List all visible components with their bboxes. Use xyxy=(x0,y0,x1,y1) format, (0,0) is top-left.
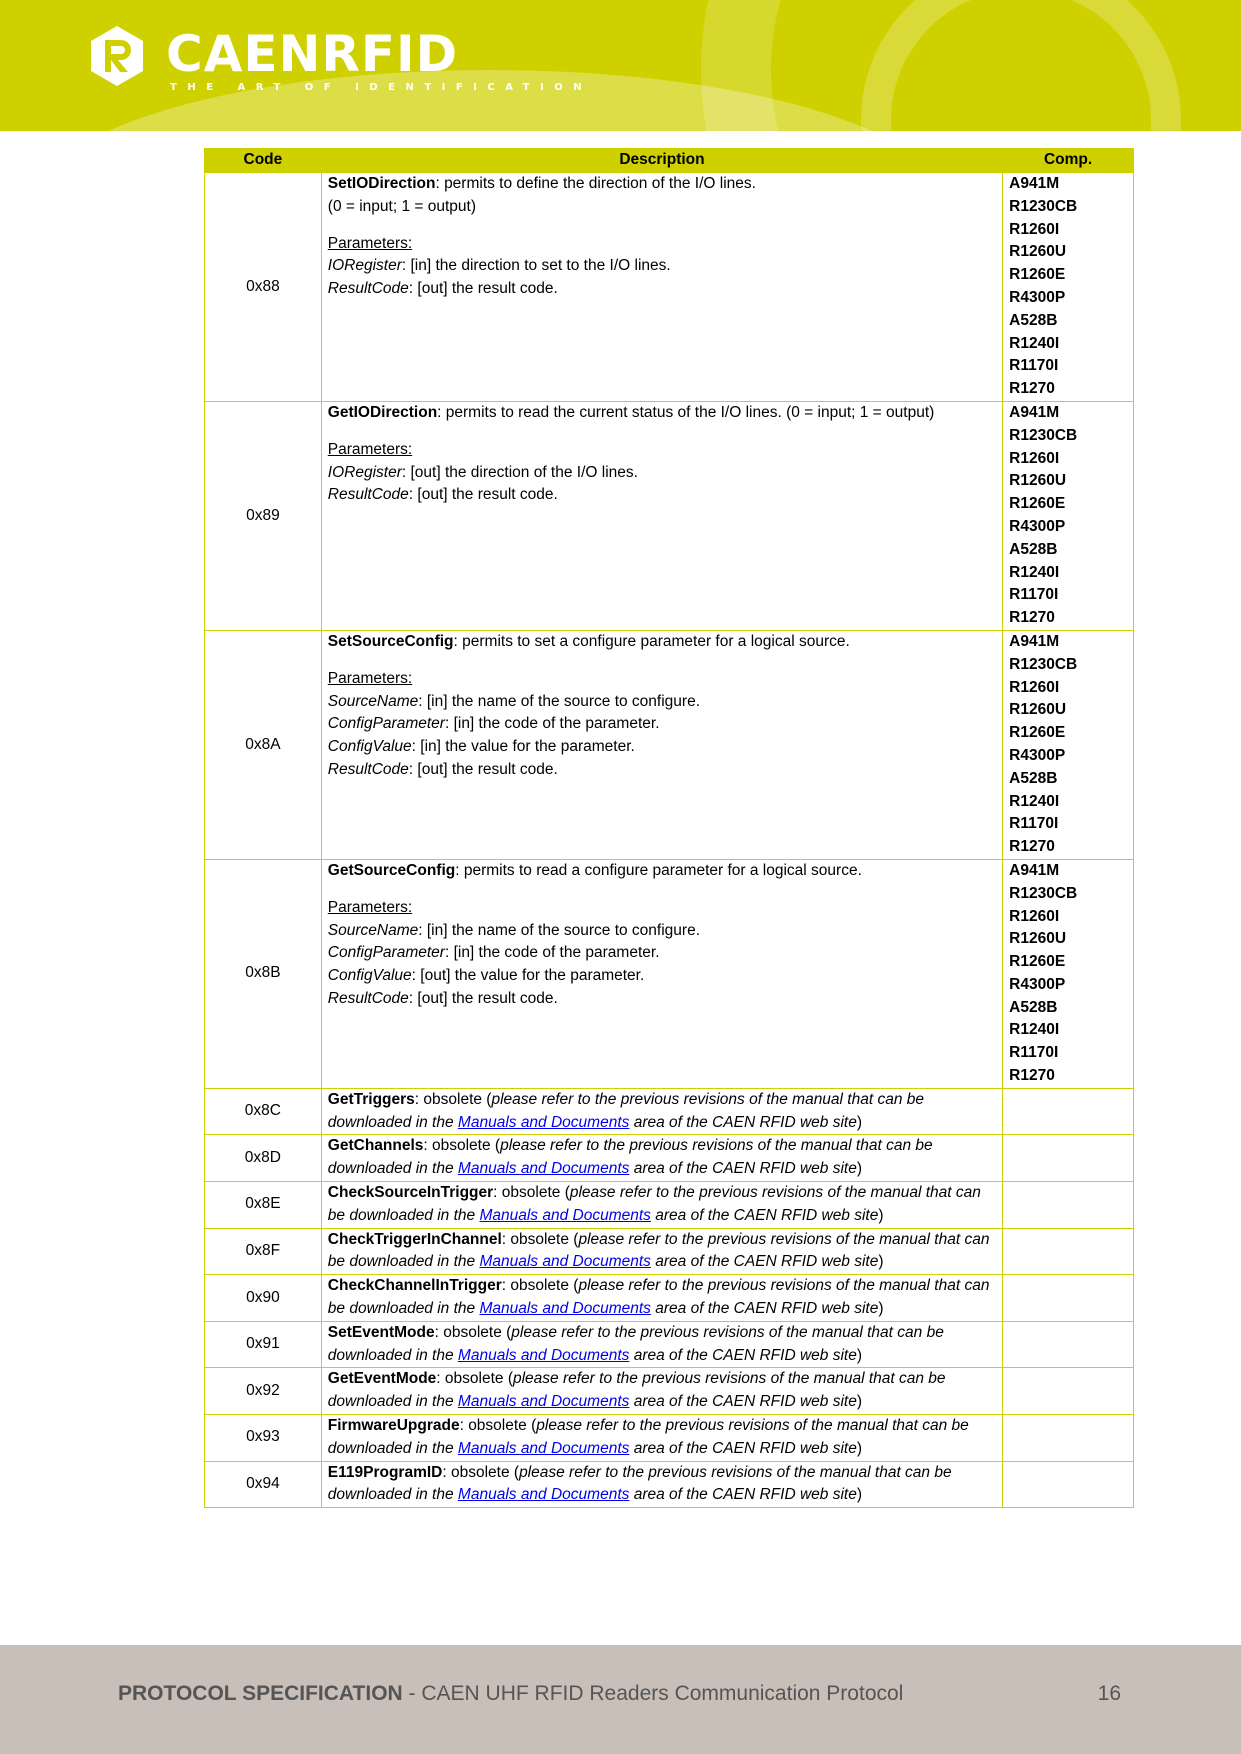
table-row xyxy=(205,859,1134,1088)
compatibility-list xyxy=(1003,1368,1134,1415)
page-number: 16 xyxy=(1097,1682,1121,1705)
command-code: 0x94 xyxy=(205,1461,322,1508)
table-row xyxy=(205,1088,1134,1135)
paragraph-gap xyxy=(328,654,996,668)
compatible-device: R4300P xyxy=(1009,517,1066,535)
table-body xyxy=(205,173,1134,1508)
compatibility-list xyxy=(1003,401,1134,630)
obsolete-note-end: area of the CAEN RFID web site xyxy=(629,1160,857,1178)
parameter-name: ConfigValue xyxy=(327,967,412,985)
command-code: 0x8C xyxy=(205,1088,322,1135)
command-name: SetIODirection xyxy=(327,175,436,192)
description-summary xyxy=(328,173,996,196)
obsolete-suffix: ) xyxy=(878,1300,884,1318)
compatible-device: R1260E xyxy=(1009,266,1066,284)
obsolete-note: please refer to the previous revisions of the manual that can be downloaded in the xyxy=(327,1417,969,1457)
compatibility-list xyxy=(1003,859,1134,1088)
compatibility-list xyxy=(1003,1135,1134,1182)
table-row xyxy=(205,173,1134,402)
command-code: 0x8E xyxy=(205,1182,322,1229)
parameter-line xyxy=(328,462,996,485)
parameter-line xyxy=(328,484,996,507)
parameter-name: SourceName xyxy=(327,692,419,710)
compatible-device: R1260U xyxy=(1009,701,1067,719)
parameter-name: ResultCode xyxy=(327,486,409,504)
logo-hexagon-icon xyxy=(88,24,146,88)
obsolete-suffix: ) xyxy=(856,1346,862,1364)
summary-text-2: (0 = input; 1 = output) xyxy=(327,197,476,215)
command-description xyxy=(321,1228,1002,1275)
obsolete-note: please refer to the previous revisions of the manual that can be downloaded in the xyxy=(327,1370,946,1411)
compatible-device: R4300P xyxy=(1009,975,1066,993)
obsolete-prefix: : obsolete ( xyxy=(459,1417,537,1435)
compatibility-list xyxy=(1003,1321,1134,1368)
table-row xyxy=(205,401,1134,630)
command-code: 0x8B xyxy=(205,859,322,1088)
manuals-link[interactable]: Manuals and Documents xyxy=(479,1206,651,1224)
table-row xyxy=(205,630,1134,859)
footer-title-rest: - CAEN UHF RFID Readers Communication Protocol xyxy=(402,1682,904,1705)
command-name: GetEventMode xyxy=(327,1370,437,1388)
parameter-text: : [in] the code of the parameter. xyxy=(444,944,660,962)
compatible-device: R1230CB xyxy=(1009,884,1078,902)
command-code: 0x88 xyxy=(205,173,322,402)
command-description xyxy=(321,1415,1002,1462)
table-row xyxy=(205,1135,1134,1182)
parameter-name: IORegister xyxy=(327,257,402,275)
compatible-device: R1240I xyxy=(1009,792,1060,810)
command-code: 0x93 xyxy=(205,1415,322,1462)
command-description xyxy=(321,859,1002,1088)
obsolete-prefix: : obsolete ( xyxy=(501,1277,579,1295)
command-code: 0x8A xyxy=(205,630,322,859)
obsolete-note-end: area of the CAEN RFID web site xyxy=(629,1346,857,1364)
caenrfid-logo xyxy=(88,24,593,98)
parameter-line xyxy=(328,942,996,965)
command-code: 0x89 xyxy=(205,401,322,630)
compatibility-list xyxy=(1003,1415,1134,1462)
description-summary xyxy=(328,402,996,425)
parameter-name: ResultCode xyxy=(327,989,409,1007)
compatible-device: R1260U xyxy=(1009,472,1067,490)
parameter-line xyxy=(328,988,996,1011)
command-name: FirmwareUpgrade xyxy=(327,1417,460,1435)
compatible-device: R1240I xyxy=(1009,563,1060,581)
obsolete-prefix: : obsolete ( xyxy=(434,1323,512,1341)
obsolete-note: please refer to the previous revisions of the manual that can be downloaded in the xyxy=(327,1230,990,1271)
obsolete-note: please refer to the previous revisions of the manual that can be downloaded in the xyxy=(327,1277,990,1318)
compatible-device: A528B xyxy=(1009,998,1058,1016)
table-row xyxy=(205,1275,1134,1322)
parameter-text: : [in] the direction to set to the I/O lines. xyxy=(401,257,671,275)
parameter-line xyxy=(328,691,996,714)
parameters-label: Parameters: xyxy=(327,440,413,458)
manuals-link[interactable]: Manuals and Documents xyxy=(457,1160,630,1178)
compatible-device: R1240I xyxy=(1009,1021,1060,1039)
manuals-link[interactable]: Manuals and Documents xyxy=(479,1300,651,1318)
parameters-label: Parameters: xyxy=(327,669,413,687)
compatible-device: R1260E xyxy=(1009,953,1066,971)
header-code: Code xyxy=(205,149,322,173)
parameter-text: : [in] the value for the parameter. xyxy=(411,738,635,756)
command-name: CheckChannelInTrigger xyxy=(327,1277,502,1295)
parameter-line xyxy=(328,965,996,988)
parameter-text: : [out] the result code. xyxy=(408,760,558,778)
compatible-device: R1270 xyxy=(1009,609,1055,627)
compatible-device: A941M xyxy=(1009,632,1060,650)
header-decoration xyxy=(861,0,1181,131)
command-name: E119ProgramID xyxy=(327,1463,443,1481)
obsolete-note: please refer to the previous revisions of the manual that can be downloaded in the xyxy=(327,1137,933,1178)
parameter-line xyxy=(328,278,996,301)
parameter-line xyxy=(328,713,996,736)
obsolete-note: please refer to the previous revisions of the manual that can be downloaded in the xyxy=(327,1463,952,1504)
footer-title-bold: PROTOCOL SPECIFICATION xyxy=(118,1682,403,1705)
command-description xyxy=(321,401,1002,630)
command-code: 0x91 xyxy=(205,1321,322,1368)
manuals-link[interactable]: Manuals and Documents xyxy=(457,1113,630,1131)
obsolete-suffix: ) xyxy=(878,1206,884,1224)
command-description xyxy=(321,630,1002,859)
compatible-device: A941M xyxy=(1009,861,1060,879)
manuals-link[interactable]: Manuals and Documents xyxy=(457,1486,630,1504)
command-table xyxy=(204,148,1134,1508)
parameter-text: : [out] the result code. xyxy=(408,486,558,504)
compatible-device: A941M xyxy=(1009,403,1060,421)
obsolete-note-end: area of the CAEN RFID web site xyxy=(650,1253,879,1271)
compatible-device: R1260E xyxy=(1009,724,1066,742)
header-comp: Comp. xyxy=(1003,149,1134,173)
summary-text: : permits to set a configure parameter for a logical source. xyxy=(453,632,850,650)
compatible-device: R1240I xyxy=(1009,334,1060,352)
command-name: GetChannels xyxy=(327,1137,424,1155)
compatibility-list xyxy=(1003,1088,1134,1135)
compatible-device: R1270 xyxy=(1009,380,1055,398)
compatible-device: R1270 xyxy=(1009,1067,1055,1085)
page-footer xyxy=(0,1645,1241,1754)
obsolete-prefix: : obsolete ( xyxy=(493,1184,570,1202)
parameter-text: : [in] the name of the source to configure. xyxy=(418,692,700,710)
paragraph-gap xyxy=(328,883,996,897)
compatible-device: R4300P xyxy=(1009,746,1066,764)
compatible-device: R1170I xyxy=(1009,815,1059,833)
obsolete-suffix: ) xyxy=(856,1486,862,1504)
table-row xyxy=(205,1182,1134,1229)
command-code: 0x8D xyxy=(205,1135,322,1182)
command-description xyxy=(321,1461,1002,1508)
summary-text: : permits to define the direction of the I/O lines. xyxy=(435,175,756,192)
manuals-link[interactable]: Manuals and Documents xyxy=(457,1393,630,1411)
compatible-device: A528B xyxy=(1009,769,1058,787)
parameter-text: : [in] the name of the source to configure. xyxy=(418,921,700,939)
command-description xyxy=(321,1368,1002,1415)
obsolete-suffix: ) xyxy=(856,1439,862,1457)
parameter-name: IORegister xyxy=(327,463,402,481)
parameter-line xyxy=(328,920,996,943)
command-code: 0x92 xyxy=(205,1368,322,1415)
logo-wordmark: CAENRFID xyxy=(166,25,459,83)
compatible-device: R1270 xyxy=(1009,838,1055,856)
command-name: GetTriggers xyxy=(327,1090,415,1108)
parameter-text: : [out] the result code. xyxy=(408,989,558,1007)
compatible-device: R1170I xyxy=(1009,586,1059,604)
compatible-device: A941M xyxy=(1009,175,1060,192)
command-name: SetSourceConfig xyxy=(327,632,454,650)
obsolete-note-end: area of the CAEN RFID web site xyxy=(629,1113,857,1131)
compatible-device: R1170I xyxy=(1009,357,1059,375)
command-name: CheckSourceInTrigger xyxy=(327,1184,494,1202)
table-row xyxy=(205,1461,1134,1508)
summary-text: : permits to read a configure parameter for a logical source. xyxy=(455,861,862,879)
parameter-line xyxy=(328,759,996,782)
table-row xyxy=(205,1415,1134,1462)
compatibility-list xyxy=(1003,1182,1134,1229)
obsolete-note: please refer to the previous revisions of the manual that can be downloaded in the xyxy=(327,1090,925,1131)
command-description xyxy=(321,173,1002,402)
parameter-text: : [out] the result code. xyxy=(408,280,558,298)
compatible-device: R1260I xyxy=(1009,220,1060,238)
compatibility-list xyxy=(1003,1228,1134,1275)
command-name: GetIODirection xyxy=(327,403,438,421)
compatibility-list xyxy=(1003,630,1134,859)
compatible-device: A528B xyxy=(1009,311,1058,329)
parameter-line xyxy=(328,255,996,278)
parameter-text: : [in] the code of the parameter. xyxy=(444,715,660,733)
command-name: CheckTriggerInChannel xyxy=(327,1230,502,1248)
parameter-text: : [out] the value for the parameter. xyxy=(411,967,645,985)
obsolete-note: please refer to the previous revisions of the manual that can be downloaded in the xyxy=(327,1184,981,1224)
parameters-label: Parameters: xyxy=(327,898,413,916)
obsolete-suffix: ) xyxy=(856,1113,862,1131)
obsolete-note-end: area of the CAEN RFID web site xyxy=(629,1486,857,1504)
parameter-line xyxy=(328,736,996,759)
parameter-name: ResultCode xyxy=(327,760,409,778)
compatibility-list xyxy=(1003,1461,1134,1508)
compatible-device: R1170I xyxy=(1009,1044,1059,1062)
obsolete-note-end: area of the CAEN RFID web site xyxy=(629,1393,857,1411)
compatible-device: R1260U xyxy=(1009,243,1067,261)
command-description xyxy=(321,1275,1002,1322)
manuals-link[interactable]: Manuals and Documents xyxy=(457,1346,630,1364)
table-row xyxy=(205,1368,1134,1415)
compatible-device: R1260I xyxy=(1009,678,1060,696)
compatible-device: R1230CB xyxy=(1009,197,1078,215)
compatible-device: A528B xyxy=(1009,540,1058,558)
command-name: SetEventMode xyxy=(327,1323,435,1341)
compatible-device: R1260I xyxy=(1009,449,1060,467)
obsolete-prefix: : obsolete ( xyxy=(442,1463,520,1481)
command-description xyxy=(321,1182,1002,1229)
paragraph-gap xyxy=(328,219,996,233)
table-row xyxy=(205,1321,1134,1368)
compatibility-list xyxy=(1003,173,1134,402)
command-description xyxy=(321,1321,1002,1368)
table-header-row xyxy=(205,149,1134,173)
obsolete-prefix: : obsolete ( xyxy=(436,1370,513,1388)
obsolete-note-end: area of the CAEN RFID web site xyxy=(629,1439,857,1457)
table-row xyxy=(205,1228,1134,1275)
paragraph-gap xyxy=(328,425,996,439)
compatible-device: R1260U xyxy=(1009,930,1067,948)
compatible-device: R1230CB xyxy=(1009,426,1078,444)
parameter-name: ConfigParameter xyxy=(327,944,445,962)
compatibility-list xyxy=(1003,1275,1134,1322)
obsolete-prefix: : obsolete ( xyxy=(423,1137,501,1155)
obsolete-note-end: area of the CAEN RFID web site xyxy=(650,1300,879,1318)
obsolete-suffix: ) xyxy=(856,1393,862,1411)
description-summary xyxy=(328,631,996,654)
summary-text: : permits to read the current status of the I/O lines. (0 = input; 1 = output) xyxy=(437,403,935,421)
obsolete-prefix: : obsolete ( xyxy=(501,1230,579,1248)
command-description xyxy=(321,1088,1002,1135)
command-code: 0x90 xyxy=(205,1275,322,1322)
parameter-name: ConfigValue xyxy=(327,738,412,756)
compatible-device: R4300P xyxy=(1009,288,1066,306)
obsolete-note: please refer to the previous revisions of the manual that can be downloaded in the xyxy=(327,1323,944,1364)
command-description xyxy=(321,1135,1002,1182)
obsolete-note-end: area of the CAEN RFID web site xyxy=(650,1206,879,1224)
header-description: Description xyxy=(321,149,1002,173)
parameter-name: ConfigParameter xyxy=(327,715,445,733)
parameter-text: : [out] the direction of the I/O lines. xyxy=(401,463,638,481)
compatible-device: R1260I xyxy=(1009,907,1060,925)
compatible-device: R1260E xyxy=(1009,495,1066,513)
obsolete-prefix: : obsolete ( xyxy=(414,1090,492,1108)
logo-tagline: THE ART OF IDENTIFICATION xyxy=(170,82,593,93)
manuals-link[interactable]: Manuals and Documents xyxy=(479,1253,651,1271)
parameters-label: Parameters: xyxy=(327,234,413,252)
parameter-name: SourceName xyxy=(327,921,419,939)
command-code: 0x8F xyxy=(205,1228,322,1275)
footer-title xyxy=(118,1682,903,1706)
obsolete-suffix: ) xyxy=(878,1253,884,1271)
page-header xyxy=(0,0,1241,131)
compatible-device: R1230CB xyxy=(1009,655,1078,673)
description-summary xyxy=(328,860,996,883)
manuals-link[interactable]: Manuals and Documents xyxy=(457,1439,630,1457)
parameter-name: ResultCode xyxy=(327,280,409,298)
command-name: GetSourceConfig xyxy=(327,861,456,879)
obsolete-suffix: ) xyxy=(856,1160,862,1178)
